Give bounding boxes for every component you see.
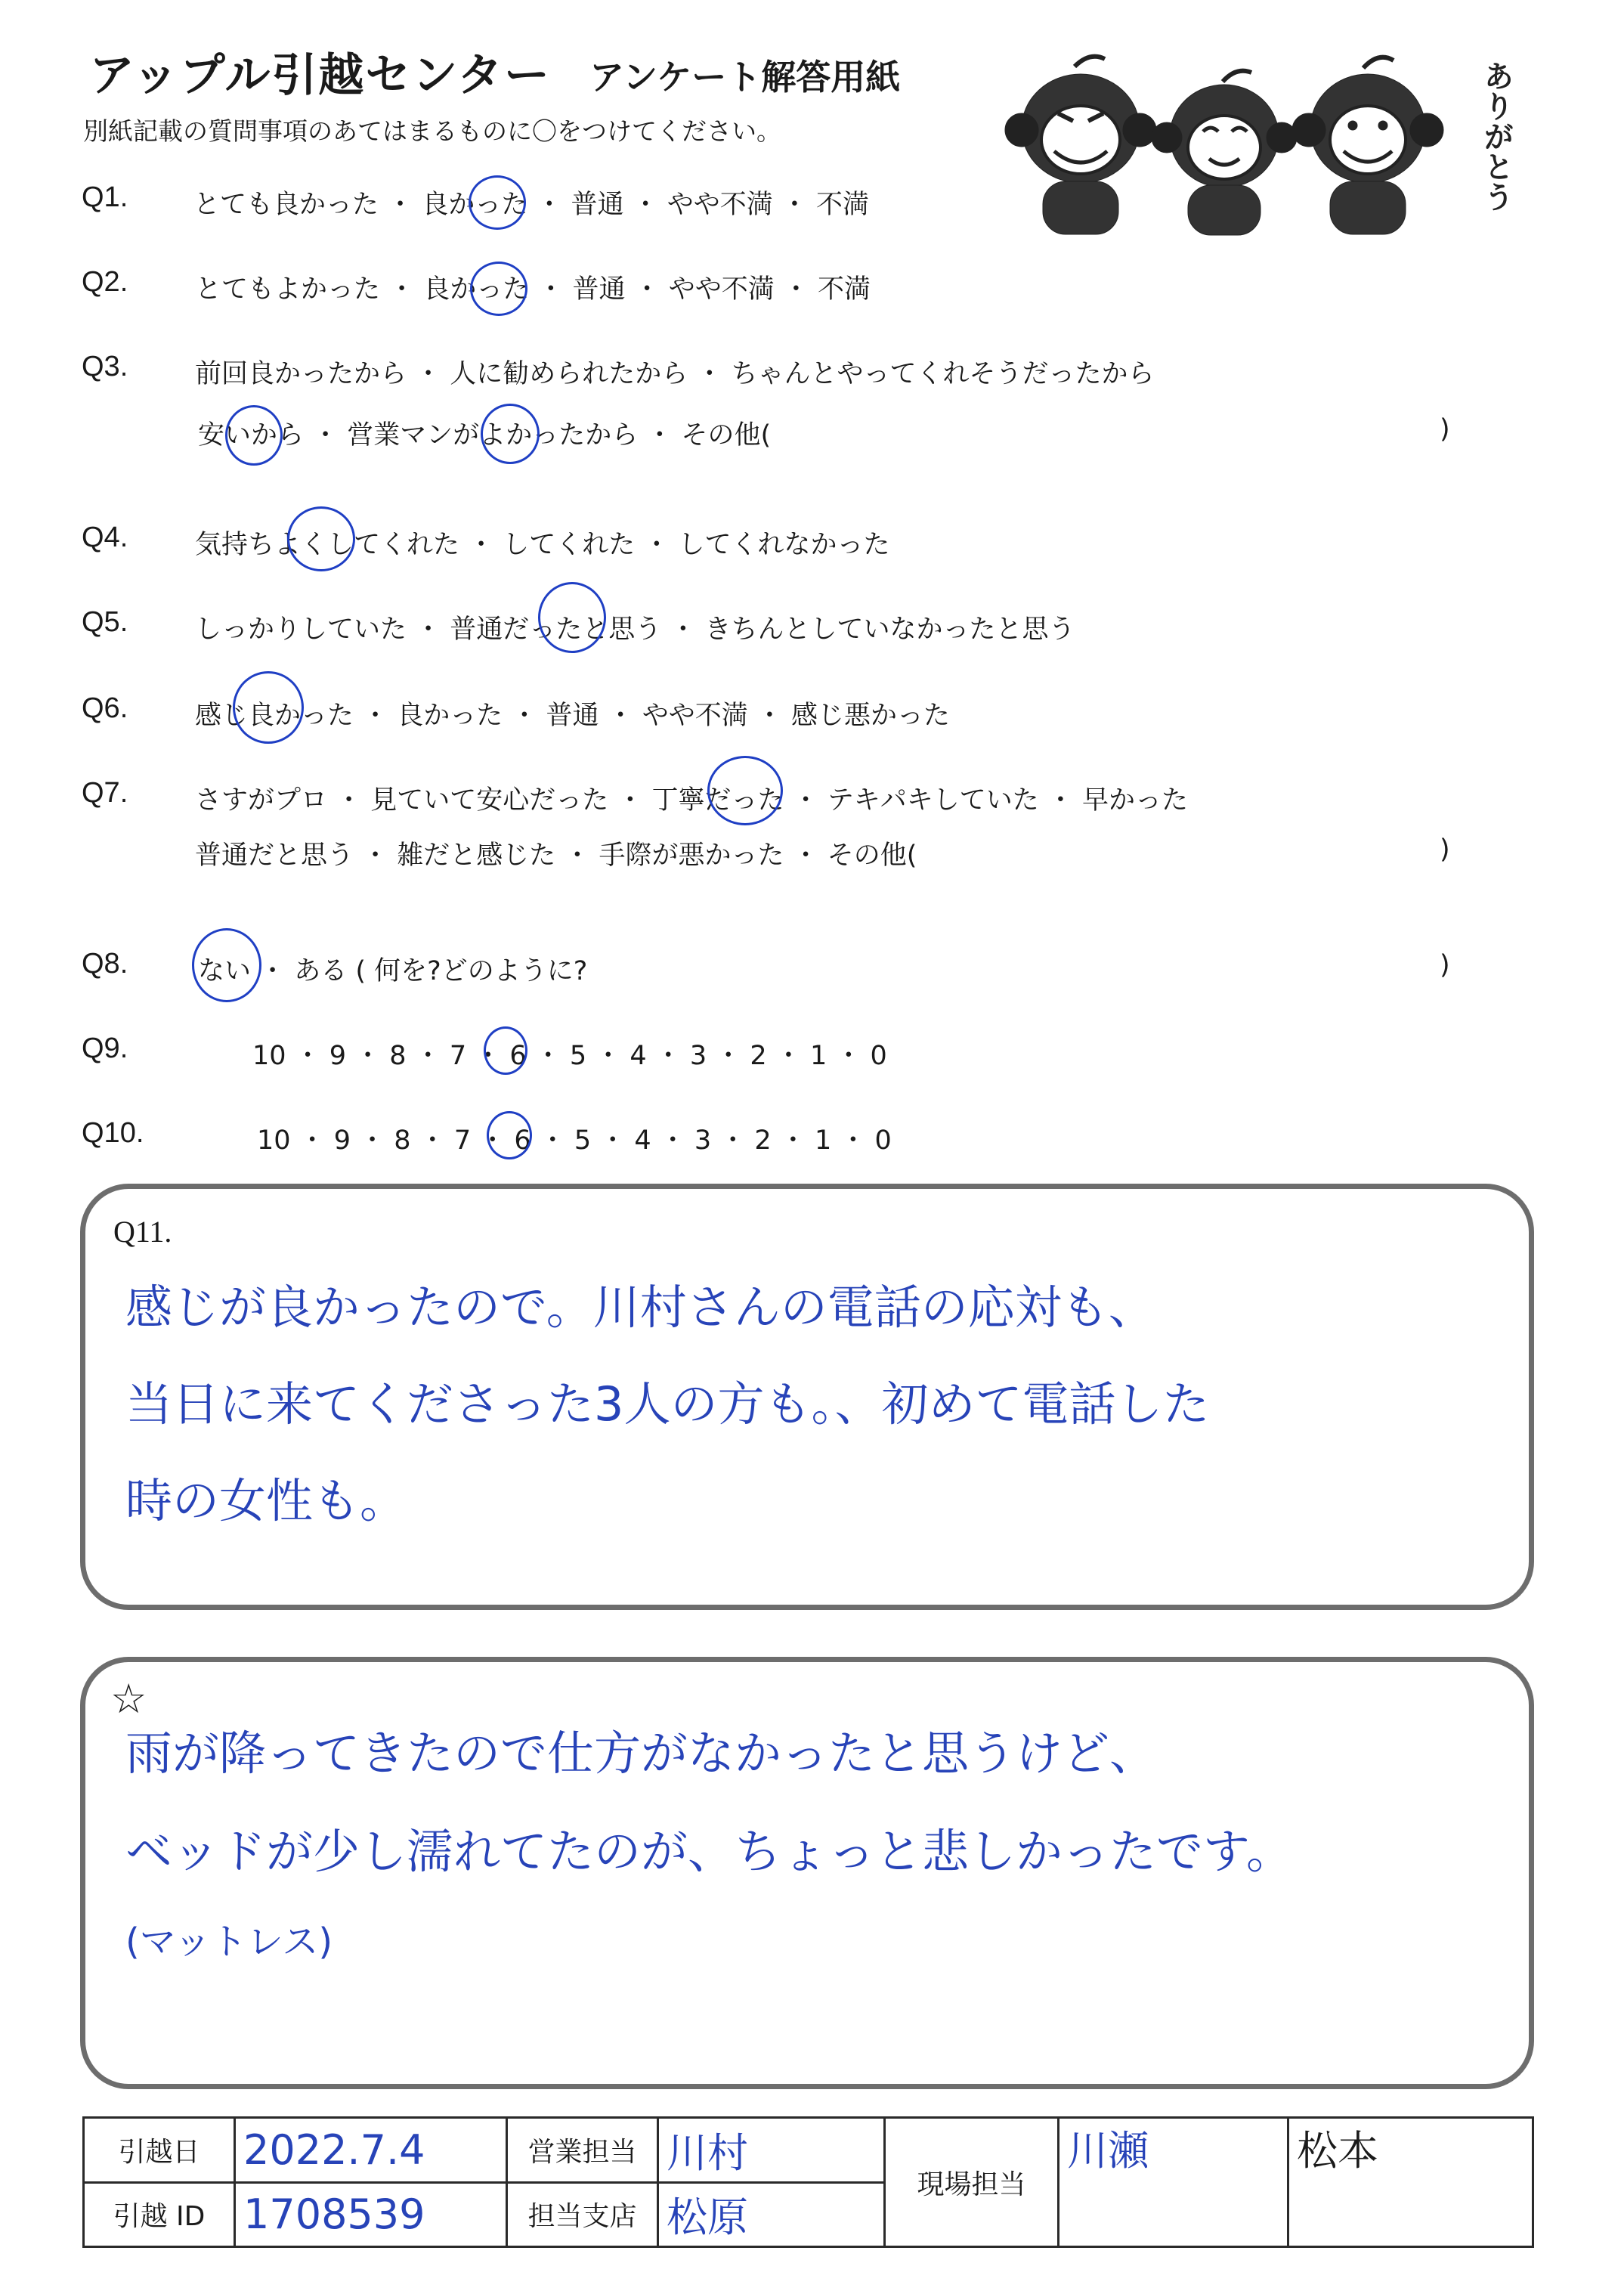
star-icon: ☆	[110, 1675, 147, 1723]
answer-circle	[484, 1026, 527, 1075]
answer-circle	[470, 262, 527, 316]
q7-options-line1: さすがプロ ・ 見ていて安心だった ・ 丁寧だった ・ テキパキしていた ・ 早かった	[195, 785, 1189, 816]
answer-circle	[469, 175, 526, 230]
q5-label: Q5.	[82, 606, 128, 638]
answer-circle	[487, 1111, 532, 1159]
answer-circle	[287, 506, 355, 571]
move-id-value: 1708539	[235, 2182, 507, 2247]
move-date-value: 2022.7.4	[235, 2118, 507, 2183]
comment-handwriting-line: (マットレス)	[125, 1921, 333, 1963]
q1-options: とても良かった ・ 良かった ・ 普通 ・ やや不満 ・ 不満	[193, 190, 870, 220]
answer-circle	[707, 756, 783, 825]
comment-handwriting-line: 雨が降ってきたので仕方がなかったと思うけど、	[125, 1726, 1157, 1781]
site-staff-value-2: 松本	[1288, 2118, 1533, 2247]
company-name: アップル引越センター	[89, 49, 551, 102]
q4-options: 気持ちよくしてくれた ・ してくれた ・ してくれなかった	[195, 530, 890, 560]
branch-value: 松原	[658, 2182, 885, 2247]
answer-circle	[481, 404, 540, 464]
q7-options-line2: 普通だと思う ・ 雑だと感じた ・ 手際が悪かった ・ その他(	[195, 841, 917, 871]
q11-handwriting-line: 当日に来てくださった3人の方も。、初めて電話した	[125, 1376, 1210, 1432]
site-staff-value-1: 川瀬	[1059, 2118, 1288, 2247]
q10-scale: 10 ・ 9 ・ 8 ・ 7 ・ 6 ・ 5 ・ 4 ・ 3 ・ 2 ・ 1 ・ 0	[257, 1125, 892, 1156]
answer-circle	[233, 671, 304, 744]
mascot-caption: ありがとう	[1479, 60, 1514, 212]
monkey-mascot-icon	[998, 45, 1466, 242]
answer-circle	[192, 928, 261, 1002]
q9-scale: 10 ・ 9 ・ 8 ・ 7 ・ 6 ・ 5 ・ 4 ・ 3 ・ 2 ・ 1 ・ 0	[252, 1041, 887, 1071]
q8-label: Q8.	[82, 948, 128, 980]
answer-circle	[225, 405, 283, 466]
q11-label: Q11.	[113, 1215, 172, 1249]
q3-close-paren: )	[1440, 414, 1450, 444]
q8-options: ない ・ ある ( 何を?どのように?	[198, 956, 588, 986]
q7-label: Q7.	[82, 777, 128, 809]
q2-label: Q2.	[82, 266, 128, 298]
q11-handwriting-line: 時の女性も。	[125, 1473, 407, 1528]
sales-staff-label: 営業担当	[507, 2118, 658, 2183]
q3-label: Q3.	[82, 351, 128, 382]
q4-label: Q4.	[82, 522, 128, 553]
q10-label: Q10.	[82, 1117, 144, 1149]
q6-label: Q6.	[82, 692, 128, 724]
q3-options-line2: 安いから ・ 営業マンがよかったから ・ その他(	[198, 420, 772, 450]
staff-info-table	[82, 2116, 1534, 2248]
sales-staff-value: 川村	[658, 2118, 885, 2183]
move-id-label: 引越 ID	[84, 2182, 235, 2247]
q5-options: しっかりしていた ・ 普通だったと思う ・ きちんとしていなかったと思う	[195, 615, 1075, 645]
q3-options-line1: 前回良かったから ・ 人に勧められたから ・ ちゃんとやってくれそうだったから	[195, 359, 1155, 389]
q8-close-paren: )	[1440, 950, 1450, 980]
branch-label: 担当支店	[507, 2182, 658, 2247]
site-staff-label: 現場担当	[885, 2118, 1059, 2247]
q6-options: 感じ良かった ・ 良かった ・ 普通 ・ やや不満 ・ 感じ悪かった	[195, 701, 951, 731]
q1-label: Q1.	[82, 181, 128, 213]
q11-handwriting-line: 感じが良かったので。川村さんの電話の応対も、	[125, 1280, 1155, 1335]
q9-label: Q9.	[82, 1032, 128, 1064]
instruction-text: 別紙記載の質問事項のあてはまるものに〇をつけてください。	[83, 116, 781, 146]
q7-close-paren: )	[1440, 834, 1450, 865]
q2-options: とてもよかった ・ 良かった ・ 普通 ・ やや不満 ・ 不満	[195, 274, 871, 305]
comment-handwriting-line: ベッドが少し濡れてたのが、ちょっと悲しかったです。	[125, 1824, 1294, 1879]
answer-circle	[538, 582, 606, 653]
form-title: アンケート解答用紙	[589, 57, 901, 98]
move-date-label: 引越日	[84, 2118, 235, 2183]
